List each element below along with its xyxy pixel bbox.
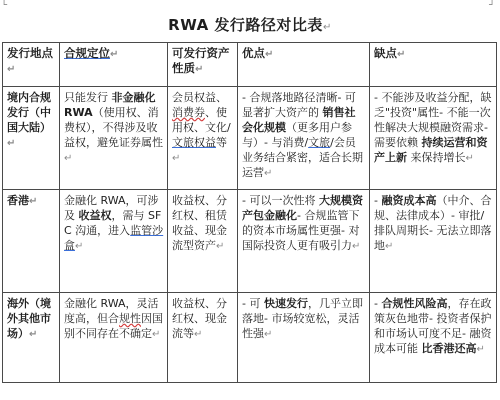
table-row	[3, 190, 497, 293]
row-compliance-cell: 金融化 RWA，灵活度高，但合规性因国别不同存在不确定↵	[60, 293, 168, 383]
row-cons-cell: - 不能涉及收益分配，缺乏"投资"属性- 不能一次性解决大规模融资需求- 需要依赖 持续运营和资产上新 来保持增长↵	[370, 87, 497, 190]
header-cell-pros: 优点↵	[238, 43, 370, 87]
table-row	[3, 293, 497, 383]
row-compliance-cell: 只能发行 非金融化 RWA（使用权、消费权），不得涉及收益权，避免证券属性↵	[60, 87, 168, 190]
paragraph-mark: ↵	[322, 22, 332, 33]
row-assets-cell: 收益权、分红权、租赁收益、现金流型资产↵	[168, 190, 238, 293]
row-compliance-cell: 金融化 RWA，可涉及 收益权，需与 SFC 沟通，进入监管沙盒↵	[60, 190, 168, 293]
row-region-cell: 境内合规发行（中国大陆）↵	[3, 87, 60, 190]
row-pros-cell: - 可以一次性将 大规模资产包金融化- 合规监管下的资本市场属性更强- 对国际投资人更有吸引力↵	[238, 190, 370, 293]
row-cons-cell: - 合规性风险高，存在政策灰色地带- 投资者保护和市场认可度不足- 融资成本可能 比香港还高↵	[370, 293, 497, 383]
page-corner-mark: └	[1, 0, 8, 11]
row-region-cell: 香港↵	[3, 190, 60, 293]
page-corner-mark: ┘	[489, 0, 496, 11]
header-cell-compliance: 合规定位↵	[60, 43, 168, 87]
header-cell-assets: 可发行资产性质↵	[168, 43, 238, 87]
header-cell-region: 发行地点↵	[3, 43, 60, 87]
title-text: RWA 发行路径对比表	[168, 16, 323, 34]
row-cons-cell: - 融资成本高（中介、合规、法律成本）- 审批/排队周期长- 无法立即落地↵	[370, 190, 497, 293]
table-header-row	[3, 43, 497, 87]
row-pros-cell: - 可 快速发行，几乎立即落地- 市场较宽松，灵活性强↵	[238, 293, 370, 383]
header-cell-cons: 缺点↵	[370, 43, 497, 87]
row-region-cell: 海外（境外其他市场）↵	[3, 293, 60, 383]
document-title	[0, 14, 500, 35]
row-assets-cell: 收益权、分红权、现金流等↵	[168, 293, 238, 383]
comparison-table	[2, 42, 497, 383]
table-row	[3, 87, 497, 190]
row-assets-cell: 会员权益、消费券、使用权、文化/文旅权益等↵	[168, 87, 238, 190]
row-pros-cell: - 合规落地路径清晰- 可显著扩大资产的 销售社会化规模（更多用户参与）- 与消费/文旅/会员业务结合紧密，适合长期运营↵	[238, 87, 370, 190]
